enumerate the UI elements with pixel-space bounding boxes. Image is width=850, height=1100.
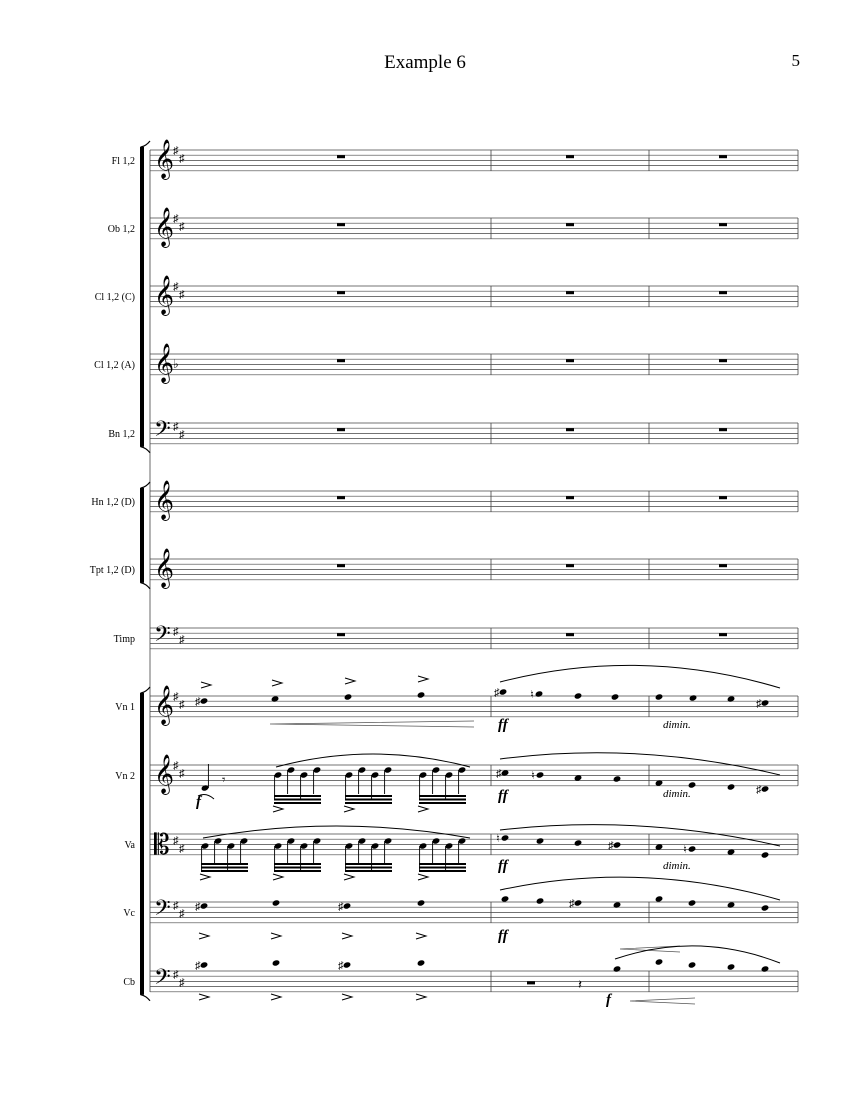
note-head [761,965,770,972]
note-head [613,901,622,908]
treble-clef-icon: 𝄞 [154,277,175,314]
treble-clef-icon: 𝄞 [154,345,175,382]
beam [345,863,392,865]
whole-rest [566,155,574,158]
accidental-icon: ♮ [530,689,534,701]
instrument-label-timp: Timp [113,634,135,645]
key-sharp-icon: ♯ [179,908,185,920]
key-sharp-icon: ♯ [173,900,179,912]
bracket-bar [140,147,144,447]
slur [500,665,780,688]
beam [274,870,321,872]
treble-clef-icon: 𝄞 [154,141,175,178]
staff-lines [150,150,798,992]
key-sharp-icon: ♯ [179,221,185,233]
beam [274,799,321,801]
beam [419,863,466,865]
key-sharp-icon: ♯ [179,977,185,989]
note-head [688,899,697,906]
accidental-icon: ♯ [195,901,201,913]
accidental-icon: ♯ [338,901,344,913]
whole-rest [566,564,574,567]
instrument-label-clc: Cl 1,2 (C) [94,292,135,303]
key-sharp-icon: ♯ [179,699,185,711]
treble-clef-icon: 𝄞 [154,209,175,246]
beam [201,863,248,865]
note-head [536,771,545,778]
accent-mark [345,678,355,684]
dynamic-vn2-m1: f [196,794,201,810]
accidental-icon: ♯ [608,840,614,852]
accent-mark [199,933,209,939]
beam [419,795,466,797]
accent-mark [416,933,426,939]
whole-rest [719,496,727,499]
page-title: Example 6 [384,52,466,73]
note-head [344,693,353,700]
note-head [613,841,622,848]
whole-rest [337,633,345,636]
accidental-icon: ♮ [531,770,535,782]
whole-rest [719,223,727,226]
note-head [536,837,545,844]
note-head [613,775,622,782]
dynamic-va-m2: ff [498,858,508,874]
note-head [727,695,736,702]
instrument-label-cb: Cb [123,977,135,988]
instrument-labels [90,156,136,988]
key-sharp-icon: ♯ [173,281,179,293]
bass-clef-icon: 𝄢 [154,417,171,446]
instrument-label-bn: Bn 1,2 [108,429,135,440]
treble-clef-icon: 𝄞 [154,756,175,793]
note-head [688,961,697,968]
key-sharp-icon: ♯ [179,768,185,780]
accidental-icon: ♮ [683,844,687,856]
dynamic-vn2-m3: dimin. [663,788,691,800]
accidental-icon: ♯ [338,960,344,972]
note-head [688,845,697,852]
dynamic-vn1-m3: dimin. [663,719,691,731]
half-rest [527,981,535,984]
key-sharp-icon: ♯ [179,289,185,301]
accent-mark [416,994,426,1000]
slur [500,877,780,900]
accent-mark [271,994,281,1000]
note-head [501,834,510,841]
note-head [689,694,698,701]
beam [274,795,321,797]
instrument-label-tpt: Tpt 1,2 (D) [89,565,135,576]
note-head [343,902,352,909]
key-sharp-icon: ♯ [179,843,185,855]
beam [201,867,248,869]
accidental-icon: ♯ [569,898,575,910]
whole-rest [337,496,345,499]
key-sharp-icon: ♯ [173,969,179,981]
slur [615,946,780,963]
instrument-label-vc: Vc [123,908,135,919]
accent-mark [201,682,211,688]
key-sharp-icon: ♯ [173,213,179,225]
accidental-icon: ♯ [195,960,201,972]
note-head [655,693,664,700]
accent-mark [271,933,281,939]
note-head [501,895,510,902]
accidental-icon: ♯ [195,696,201,708]
key-sharp-icon: ♯ [173,626,179,638]
note-head [611,693,620,700]
whole-rest [337,223,345,226]
string-notes [195,665,780,1004]
instrument-label-vn2: Vn 2 [115,771,135,782]
note-head [417,691,426,698]
hairpin [630,998,695,1004]
accidental-icon: ♯ [756,784,762,796]
accent-mark [273,874,283,880]
whole-rest [719,291,727,294]
dynamic-cb-m2: f [606,992,611,1008]
beam [345,870,392,872]
note-head [499,688,508,695]
note-head [761,785,770,792]
whole-rest [719,155,727,158]
key-sharp-icon: ♯ [179,153,185,165]
dynamic-vn2-m2: ff [498,788,508,804]
key-sharp-icon: ♯ [173,421,179,433]
accent-mark [418,806,428,812]
note-head [271,695,280,702]
key-sharp-icon: ♯ [173,691,179,703]
instrument-label-vn1: Vn 1 [115,702,135,713]
dynamic-vc-m2: ff [498,928,508,944]
alto-clef-icon: 𝄡 [154,830,170,861]
dynamic-va-m3: dimin. [663,860,691,872]
accent-mark [200,874,210,880]
clefs [154,140,185,994]
note-head [761,851,770,858]
accent-mark [199,994,209,1000]
note-head [655,958,664,965]
note-head [272,959,281,966]
accidental-icon: ♯ [496,768,502,780]
whole-rest [337,564,345,567]
beam [345,802,392,804]
eighth-rest-icon: 𝄾 [222,772,226,787]
note-head [727,963,736,970]
note-head [536,897,545,904]
whole-rest [566,496,574,499]
bass-clef-icon: 𝄢 [154,622,171,651]
slur [203,826,470,838]
note-head [200,961,209,968]
accidental-icon: ♯ [494,687,500,699]
whole-rest [719,633,727,636]
whole-rest [719,564,727,567]
whole-rest [566,633,574,636]
instrument-label-hn: Hn 1,2 (D) [91,497,135,508]
whole-rest [566,223,574,226]
treble-clef-icon: 𝄞 [154,687,175,724]
beam [274,867,321,869]
note-head [574,839,583,846]
accent-mark [273,806,283,812]
beam [201,870,248,872]
key-sharp-icon: ♯ [173,145,179,157]
bass-clef-icon: 𝄢 [154,965,171,994]
hairpin [270,721,474,727]
beam [419,799,466,801]
bass-clef-icon: 𝄢 [154,896,171,925]
key-flat-icon: ♭ [173,357,179,371]
treble-clef-icon: 𝄞 [154,550,175,587]
accent-mark [342,933,352,939]
whole-rest [719,428,727,431]
note-head [574,692,583,699]
accidental-icon: ♮ [496,833,500,845]
beam [274,863,321,865]
whole-rest [566,428,574,431]
key-sharp-icon: ♯ [179,634,185,646]
group-brackets [140,141,150,1001]
key-sharp-icon: ♯ [179,429,185,441]
note-head [761,699,770,706]
accent-mark [344,874,354,880]
note-head [417,899,426,906]
instrument-label-ob: Ob 1,2 [107,224,135,235]
beam [345,795,392,797]
accent-mark [418,874,428,880]
beam [419,867,466,869]
page-number: 5 [791,51,800,70]
dynamic-vn1-m2: ff [498,717,508,733]
instrument-label-cla: Cl 1,2 (A) [94,360,135,371]
note-head [272,899,281,906]
whole-rest [719,359,727,362]
key-sharp-icon: ♯ [173,835,179,847]
note-head [535,690,544,697]
note-head [200,902,209,909]
accent-mark [418,676,428,682]
note-head [727,901,736,908]
whole-rest [337,291,345,294]
bracket-bar [140,693,144,995]
whole-rest [337,428,345,431]
note-head [655,895,664,902]
note-head [761,904,770,911]
note-head [343,961,352,968]
instrument-label-fl: Fl 1,2 [111,156,135,167]
treble-clef-icon: 𝄞 [154,482,175,519]
barlines [491,150,798,992]
instrument-label-va: Va [124,840,135,851]
note-head [613,965,622,972]
slur [500,753,780,775]
note-head [727,783,736,790]
beam [345,867,392,869]
accent-mark [342,994,352,1000]
quarter-rest-icon: 𝄽 [578,977,582,992]
key-sharp-icon: ♯ [173,760,179,772]
beam [274,802,321,804]
bracket-bar [140,488,144,583]
whole-rest [337,359,345,362]
whole-rest [566,291,574,294]
beam [419,870,466,872]
note-head [417,959,426,966]
whole-rest [566,359,574,362]
beam [345,799,392,801]
beam [419,802,466,804]
accidental-icon: ♯ [756,698,762,710]
accent-mark [272,680,282,686]
accent-mark [344,806,354,812]
whole-rest [337,155,345,158]
note-head [574,899,583,906]
note-head [200,697,209,704]
